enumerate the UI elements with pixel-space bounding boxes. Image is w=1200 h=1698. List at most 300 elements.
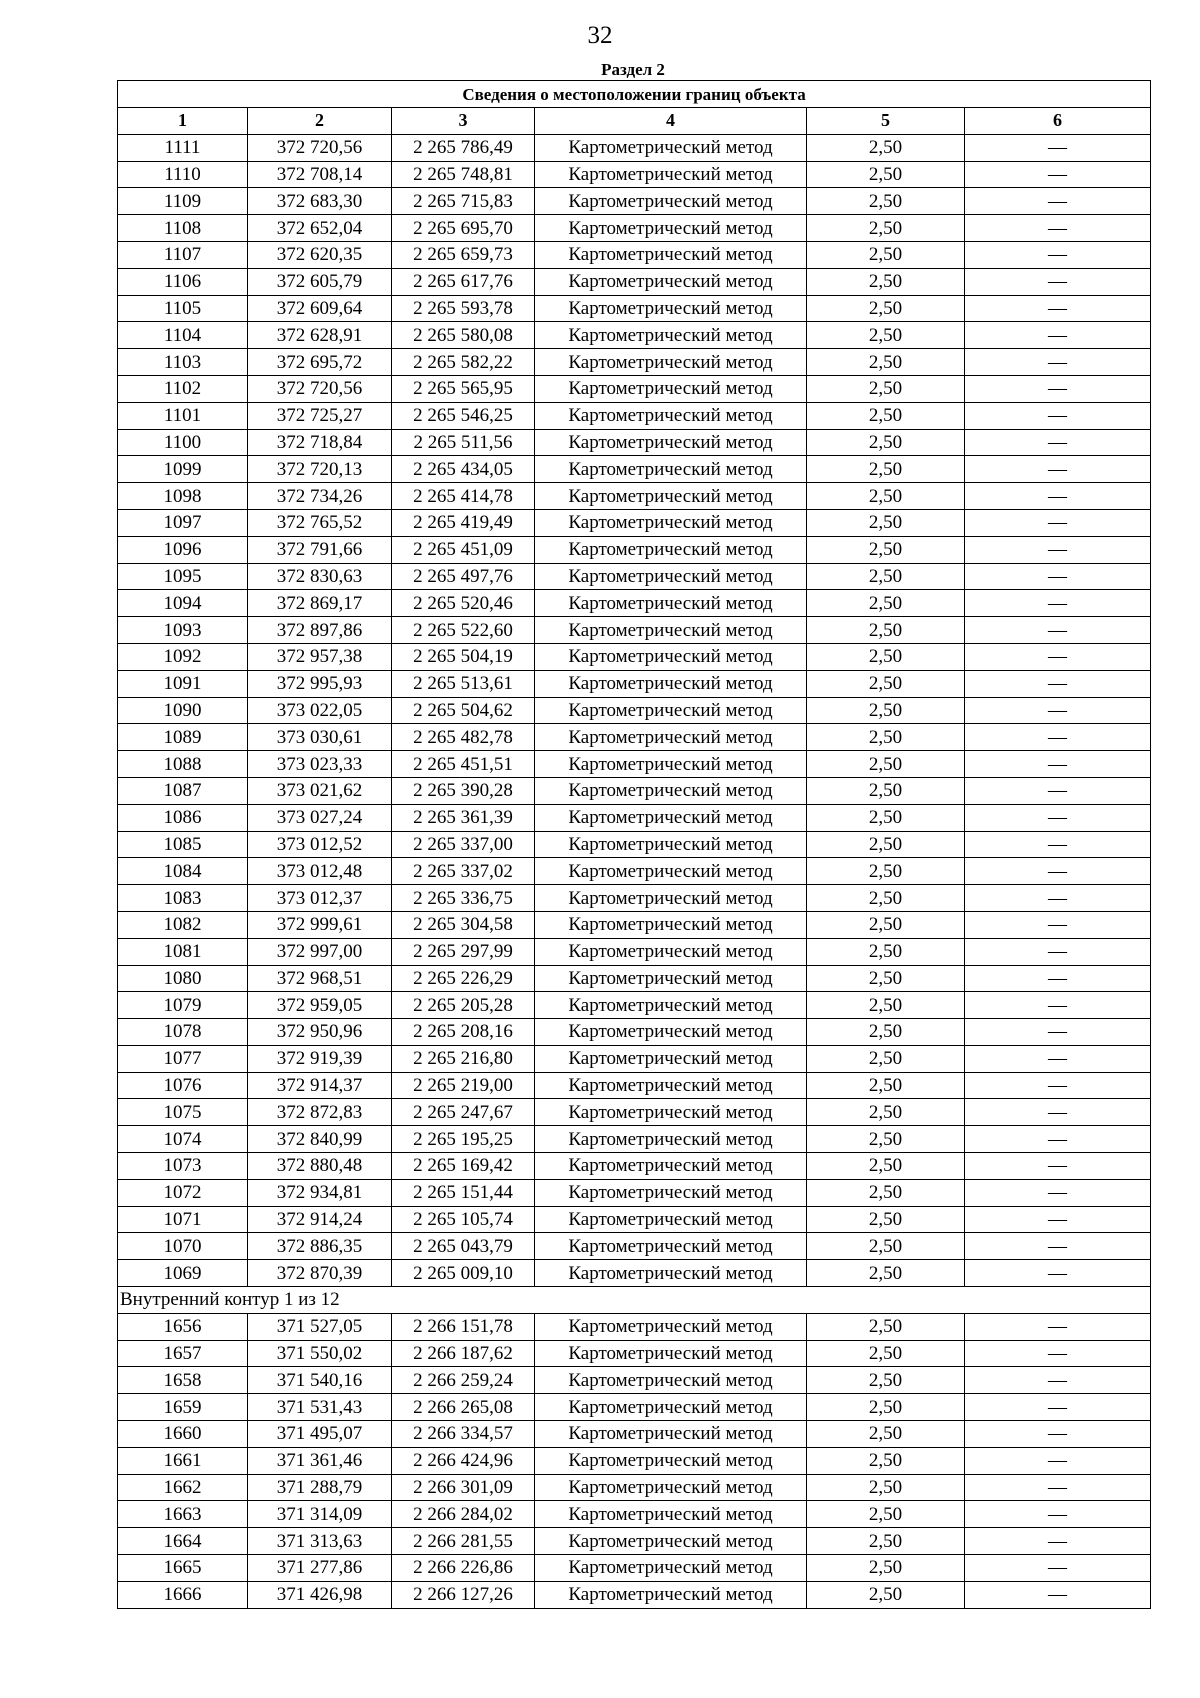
column-header: 1	[118, 108, 248, 135]
table-row	[118, 268, 1151, 295]
table-cell: 2,50	[807, 1447, 965, 1474]
table-cell: —	[965, 938, 1151, 965]
table-cell: 373 030,61	[248, 724, 392, 751]
table-cell: —	[965, 885, 1151, 912]
table-cell: Картометрический метод	[535, 536, 807, 563]
table-cell: 2,50	[807, 831, 965, 858]
table-cell: 2 265 205,28	[392, 992, 535, 1019]
table-cell: —	[965, 724, 1151, 751]
table-row	[118, 375, 1151, 402]
table-cell: 1071	[118, 1206, 248, 1233]
table-cell: 1083	[118, 885, 248, 912]
table-cell: 1657	[118, 1340, 248, 1367]
table-cell: —	[965, 751, 1151, 778]
table-cell: Картометрический метод	[535, 1099, 807, 1126]
table-cell: 2 265 482,78	[392, 724, 535, 751]
table-cell: 2,50	[807, 1340, 965, 1367]
table-cell: 372 720,56	[248, 134, 392, 161]
table-cell: 1093	[118, 617, 248, 644]
table-cell: 2,50	[807, 643, 965, 670]
table-row	[118, 509, 1151, 536]
table-cell: 1098	[118, 483, 248, 510]
table-cell: Картометрический метод	[535, 885, 807, 912]
table-cell: 2 265 593,78	[392, 295, 535, 322]
table-row	[118, 1447, 1151, 1474]
table-cell: 371 527,05	[248, 1313, 392, 1340]
table-cell: 1660	[118, 1421, 248, 1448]
table-cell: 2,50	[807, 1555, 965, 1582]
table-cell: 2,50	[807, 1474, 965, 1501]
table-cell: Картометрический метод	[535, 1501, 807, 1528]
table-cell: Картометрический метод	[535, 1153, 807, 1180]
table-cell: Картометрический метод	[535, 724, 807, 751]
table-cell: —	[965, 1072, 1151, 1099]
table-cell: 2,50	[807, 697, 965, 724]
table-row	[118, 1581, 1151, 1608]
table-cell: 2,50	[807, 161, 965, 188]
table-cell: —	[965, 1421, 1151, 1448]
table-cell: Картометрический метод	[535, 1072, 807, 1099]
table-cell: 1087	[118, 777, 248, 804]
table-cell: 373 012,52	[248, 831, 392, 858]
table-cell: —	[965, 804, 1151, 831]
table-cell: Картометрический метод	[535, 134, 807, 161]
table-cell: 2,50	[807, 1260, 965, 1287]
table-cell: 1097	[118, 509, 248, 536]
table-cell: Картометрический метод	[535, 831, 807, 858]
table-cell: 372 628,91	[248, 322, 392, 349]
table-cell: 1666	[118, 1581, 248, 1608]
table-cell: 372 725,27	[248, 402, 392, 429]
table-row	[118, 456, 1151, 483]
table-row	[118, 911, 1151, 938]
table-cell: —	[965, 1260, 1151, 1287]
table-row	[118, 1233, 1151, 1260]
table-cell: 372 999,61	[248, 911, 392, 938]
table-row	[118, 1072, 1151, 1099]
table-row	[118, 295, 1151, 322]
table-cell: Картометрический метод	[535, 322, 807, 349]
table-cell: 1079	[118, 992, 248, 1019]
table-cell: 1107	[118, 241, 248, 268]
table-cell: 2 265 208,16	[392, 1019, 535, 1046]
table-cell: 2 266 281,55	[392, 1528, 535, 1555]
table-cell: 2 265 419,49	[392, 509, 535, 536]
table-cell: 372 765,52	[248, 509, 392, 536]
table-cell: Картометрический метод	[535, 1421, 807, 1448]
table-cell: 373 023,33	[248, 751, 392, 778]
table-cell: 2,50	[807, 1501, 965, 1528]
table-cell: —	[965, 1555, 1151, 1582]
table-cell: 1100	[118, 429, 248, 456]
table-cell: 2 265 337,02	[392, 858, 535, 885]
table-cell: 2 265 504,19	[392, 643, 535, 670]
table-cell: 2,50	[807, 268, 965, 295]
table-cell: 2 265 511,56	[392, 429, 535, 456]
table-row	[118, 1367, 1151, 1394]
table-cell: 2 265 169,42	[392, 1153, 535, 1180]
table-cell: 372 880,48	[248, 1153, 392, 1180]
table-row	[118, 724, 1151, 751]
table-cell: Картометрический метод	[535, 590, 807, 617]
table-cell: —	[965, 402, 1151, 429]
column-header: 3	[392, 108, 535, 135]
table-cell: 1664	[118, 1528, 248, 1555]
table-row	[118, 643, 1151, 670]
table-cell: 2 266 301,09	[392, 1474, 535, 1501]
table-cell: 2 265 497,76	[392, 563, 535, 590]
table-cell: Картометрический метод	[535, 777, 807, 804]
table-cell: 1078	[118, 1019, 248, 1046]
table-cell: 1084	[118, 858, 248, 885]
table-cell: —	[965, 831, 1151, 858]
table-cell: —	[965, 1528, 1151, 1555]
table-cell: 1086	[118, 804, 248, 831]
table-cell: 2 266 424,96	[392, 1447, 535, 1474]
table-cell: 2,50	[807, 1206, 965, 1233]
table-cell: —	[965, 134, 1151, 161]
table-cell: 2 265 451,51	[392, 751, 535, 778]
table-cell: 2 265 748,81	[392, 161, 535, 188]
table-cell: 2,50	[807, 885, 965, 912]
table-row	[118, 1179, 1151, 1206]
table-cell: 372 995,93	[248, 670, 392, 697]
table-cell: 1101	[118, 402, 248, 429]
table-cell: 2 265 513,61	[392, 670, 535, 697]
table-cell: 2 265 216,80	[392, 1045, 535, 1072]
table-row	[118, 858, 1151, 885]
table-cell: 2 265 009,10	[392, 1260, 535, 1287]
table-cell: 372 652,04	[248, 215, 392, 242]
table-cell: 1106	[118, 268, 248, 295]
table-cell: Картометрический метод	[535, 938, 807, 965]
table-cell: —	[965, 161, 1151, 188]
table-cell: 2,50	[807, 1099, 965, 1126]
table-row	[118, 965, 1151, 992]
table-cell: 1080	[118, 965, 248, 992]
table-cell: 2,50	[807, 590, 965, 617]
table-cell: Картометрический метод	[535, 295, 807, 322]
table-cell: 2 265 414,78	[392, 483, 535, 510]
contour-label-row	[118, 1287, 1151, 1314]
table-row	[118, 938, 1151, 965]
table-cell: 2,50	[807, 134, 965, 161]
table-cell: 2,50	[807, 1313, 965, 1340]
column-header: 5	[807, 108, 965, 135]
table-cell: —	[965, 911, 1151, 938]
table-cell: 2,50	[807, 1072, 965, 1099]
table-cell: Картометрический метод	[535, 643, 807, 670]
table-cell: 2,50	[807, 483, 965, 510]
table-cell: —	[965, 349, 1151, 376]
table-cell: 1108	[118, 215, 248, 242]
table-cell: 2,50	[807, 724, 965, 751]
table-cell: 2,50	[807, 322, 965, 349]
table-cell: —	[965, 241, 1151, 268]
table-cell: 2 265 361,39	[392, 804, 535, 831]
table-cell: 372 683,30	[248, 188, 392, 215]
table-cell: 371 313,63	[248, 1528, 392, 1555]
table-row	[118, 804, 1151, 831]
table-cell: —	[965, 188, 1151, 215]
table-cell: 371 426,98	[248, 1581, 392, 1608]
table-cell: 2,50	[807, 938, 965, 965]
table-cell: —	[965, 1045, 1151, 1072]
table-cell: —	[965, 590, 1151, 617]
table-cell: 2,50	[807, 1019, 965, 1046]
table-cell: Картометрический метод	[535, 1260, 807, 1287]
table-cell: 1104	[118, 322, 248, 349]
table-cell: Картометрический метод	[535, 1206, 807, 1233]
table-cell: Картометрический метод	[535, 456, 807, 483]
table-cell: 2,50	[807, 804, 965, 831]
table-cell: 372 870,39	[248, 1260, 392, 1287]
table-cell: 2 266 151,78	[392, 1313, 535, 1340]
table-cell: 2 265 504,62	[392, 697, 535, 724]
table-row	[118, 831, 1151, 858]
table-row	[118, 215, 1151, 242]
table-title-row	[118, 81, 1151, 108]
table-cell: —	[965, 1206, 1151, 1233]
table-cell: —	[965, 1019, 1151, 1046]
table-row	[118, 1045, 1151, 1072]
table-cell: 2 265 226,29	[392, 965, 535, 992]
table-cell: —	[965, 617, 1151, 644]
table-cell: 2 265 219,00	[392, 1072, 535, 1099]
table-cell: 1075	[118, 1099, 248, 1126]
table-cell: 2,50	[807, 1367, 965, 1394]
column-header: 4	[535, 108, 807, 135]
table-cell: 2,50	[807, 509, 965, 536]
table-cell: 371 314,09	[248, 1501, 392, 1528]
table-cell: 2,50	[807, 1528, 965, 1555]
table-cell: Картометрический метод	[535, 751, 807, 778]
table-cell: 2 265 659,73	[392, 241, 535, 268]
table-row	[118, 322, 1151, 349]
table-cell: 371 540,16	[248, 1367, 392, 1394]
table-cell: 2 265 105,74	[392, 1206, 535, 1233]
table-cell: 1077	[118, 1045, 248, 1072]
table-cell: 373 022,05	[248, 697, 392, 724]
table-cell: 372 734,26	[248, 483, 392, 510]
table-cell: Картометрический метод	[535, 1313, 807, 1340]
page-number: 32	[587, 22, 613, 49]
table-cell: 2 265 695,70	[392, 215, 535, 242]
table-cell: 2 265 304,58	[392, 911, 535, 938]
table-cell: 2 265 546,25	[392, 402, 535, 429]
table-cell: 2,50	[807, 777, 965, 804]
table-cell: —	[965, 375, 1151, 402]
table-row	[118, 617, 1151, 644]
table-cell: 1103	[118, 349, 248, 376]
table-cell: 2,50	[807, 1581, 965, 1608]
table-cell: —	[965, 1340, 1151, 1367]
table-cell: Картометрический метод	[535, 1474, 807, 1501]
table-cell: —	[965, 215, 1151, 242]
table-cell: 2 266 187,62	[392, 1340, 535, 1367]
table-cell: Картометрический метод	[535, 483, 807, 510]
table-cell: —	[965, 1099, 1151, 1126]
table-cell: 2 265 565,95	[392, 375, 535, 402]
table-cell: 2 266 259,24	[392, 1367, 535, 1394]
table-cell: 2,50	[807, 751, 965, 778]
table-cell: 2 265 151,44	[392, 1179, 535, 1206]
table-cell: —	[965, 429, 1151, 456]
table-row	[118, 1206, 1151, 1233]
table-row	[118, 349, 1151, 376]
table-cell: 371 361,46	[248, 1447, 392, 1474]
table-cell: 372 720,56	[248, 375, 392, 402]
table-row	[118, 1501, 1151, 1528]
table-cell: 2,50	[807, 375, 965, 402]
table-cell: 2 266 265,08	[392, 1394, 535, 1421]
table-cell: 2,50	[807, 1233, 965, 1260]
table-cell: 1665	[118, 1555, 248, 1582]
table-row	[118, 1421, 1151, 1448]
table-row	[118, 1260, 1151, 1287]
table-cell: 2 265 522,60	[392, 617, 535, 644]
table-cell: —	[965, 643, 1151, 670]
table-cell: 372 959,05	[248, 992, 392, 1019]
table-row	[118, 429, 1151, 456]
table-cell: —	[965, 1126, 1151, 1153]
table-cell: 2 265 434,05	[392, 456, 535, 483]
table-cell: 372 968,51	[248, 965, 392, 992]
table-cell: —	[965, 295, 1151, 322]
table-cell: —	[965, 965, 1151, 992]
table-cell: 1099	[118, 456, 248, 483]
table-cell: —	[965, 1313, 1151, 1340]
table-cell: 372 718,84	[248, 429, 392, 456]
table-cell: 1089	[118, 724, 248, 751]
table-cell: —	[965, 456, 1151, 483]
table-cell: 1085	[118, 831, 248, 858]
table-cell: 372 609,64	[248, 295, 392, 322]
table-cell: —	[965, 536, 1151, 563]
table-cell: Картометрический метод	[535, 697, 807, 724]
table-cell: 1088	[118, 751, 248, 778]
column-header: 2	[248, 108, 392, 135]
table-cell: —	[965, 1153, 1151, 1180]
table-cell: 2 265 451,09	[392, 536, 535, 563]
table-cell: Картометрический метод	[535, 241, 807, 268]
table-cell: Картометрический метод	[535, 858, 807, 885]
table-cell: Картометрический метод	[535, 911, 807, 938]
table-cell: 372 919,39	[248, 1045, 392, 1072]
table-cell: 372 605,79	[248, 268, 392, 295]
table-cell: 371 531,43	[248, 1394, 392, 1421]
table-cell: 1663	[118, 1501, 248, 1528]
table-cell: 2,50	[807, 536, 965, 563]
table-cell: 1105	[118, 295, 248, 322]
table-cell: 1096	[118, 536, 248, 563]
table-row	[118, 1555, 1151, 1582]
table-row	[118, 751, 1151, 778]
table-cell: 2 265 582,22	[392, 349, 535, 376]
table-row	[118, 134, 1151, 161]
table-row	[118, 697, 1151, 724]
table-cell: 1076	[118, 1072, 248, 1099]
table-cell: Картометрический метод	[535, 670, 807, 697]
table-cell: —	[965, 1447, 1151, 1474]
table-cell: 373 012,37	[248, 885, 392, 912]
section-label: Раздел 2	[601, 60, 665, 79]
table-cell: Картометрический метод	[535, 1045, 807, 1072]
table-cell: Картометрический метод	[535, 1555, 807, 1582]
table-cell: 372 720,13	[248, 456, 392, 483]
table-cell: —	[965, 1394, 1151, 1421]
table-row	[118, 670, 1151, 697]
table-title: Сведения о местоположении границ объекта	[118, 81, 1151, 108]
table-cell: Картометрический метод	[535, 965, 807, 992]
table-cell: 372 886,35	[248, 1233, 392, 1260]
table-row	[118, 563, 1151, 590]
table-cell: 373 012,48	[248, 858, 392, 885]
table-cell: —	[965, 697, 1151, 724]
table-cell: 2 265 715,83	[392, 188, 535, 215]
table-row	[118, 777, 1151, 804]
table-cell: 2 266 334,57	[392, 1421, 535, 1448]
table-cell: —	[965, 992, 1151, 1019]
table-cell: 1102	[118, 375, 248, 402]
table-row	[118, 241, 1151, 268]
coordinates-table	[117, 80, 1151, 1609]
table-cell: —	[965, 509, 1151, 536]
table-cell: 2,50	[807, 349, 965, 376]
table-cell: —	[965, 563, 1151, 590]
table-cell: 2 265 617,76	[392, 268, 535, 295]
table-cell: 2 265 390,28	[392, 777, 535, 804]
table-cell: 372 934,81	[248, 1179, 392, 1206]
table-cell: —	[965, 670, 1151, 697]
table-cell: 2 265 195,25	[392, 1126, 535, 1153]
table-cell: 2,50	[807, 563, 965, 590]
table-cell: Картометрический метод	[535, 1581, 807, 1608]
table-cell: Картометрический метод	[535, 1447, 807, 1474]
table-cell: 2,50	[807, 215, 965, 242]
table-cell: 2 265 786,49	[392, 134, 535, 161]
table-cell: 1111	[118, 134, 248, 161]
table-cell: 1070	[118, 1233, 248, 1260]
table-cell: 2,50	[807, 1126, 965, 1153]
table-cell: Картометрический метод	[535, 188, 807, 215]
table-cell: 2,50	[807, 1421, 965, 1448]
table-cell: 2,50	[807, 1045, 965, 1072]
table-cell: 1661	[118, 1447, 248, 1474]
table-cell: Картометрический метод	[535, 1394, 807, 1421]
table-cell: Картометрический метод	[535, 992, 807, 1019]
table-cell: 372 840,99	[248, 1126, 392, 1153]
table-row	[118, 1099, 1151, 1126]
table-cell: 372 914,24	[248, 1206, 392, 1233]
table-cell: 1092	[118, 643, 248, 670]
table-cell: Картометрический метод	[535, 375, 807, 402]
table-cell: —	[965, 268, 1151, 295]
table-cell: 1659	[118, 1394, 248, 1421]
table-cell: 372 830,63	[248, 563, 392, 590]
table-cell: 2,50	[807, 429, 965, 456]
table-cell: 2,50	[807, 911, 965, 938]
table-cell: —	[965, 1581, 1151, 1608]
table-cell: 372 897,86	[248, 617, 392, 644]
table-cell: 1110	[118, 161, 248, 188]
table-cell: 1656	[118, 1313, 248, 1340]
table-cell: 2,50	[807, 456, 965, 483]
table-row	[118, 1313, 1151, 1340]
table-cell: Картометрический метод	[535, 1340, 807, 1367]
table-cell: Картометрический метод	[535, 1233, 807, 1260]
table-row	[118, 402, 1151, 429]
